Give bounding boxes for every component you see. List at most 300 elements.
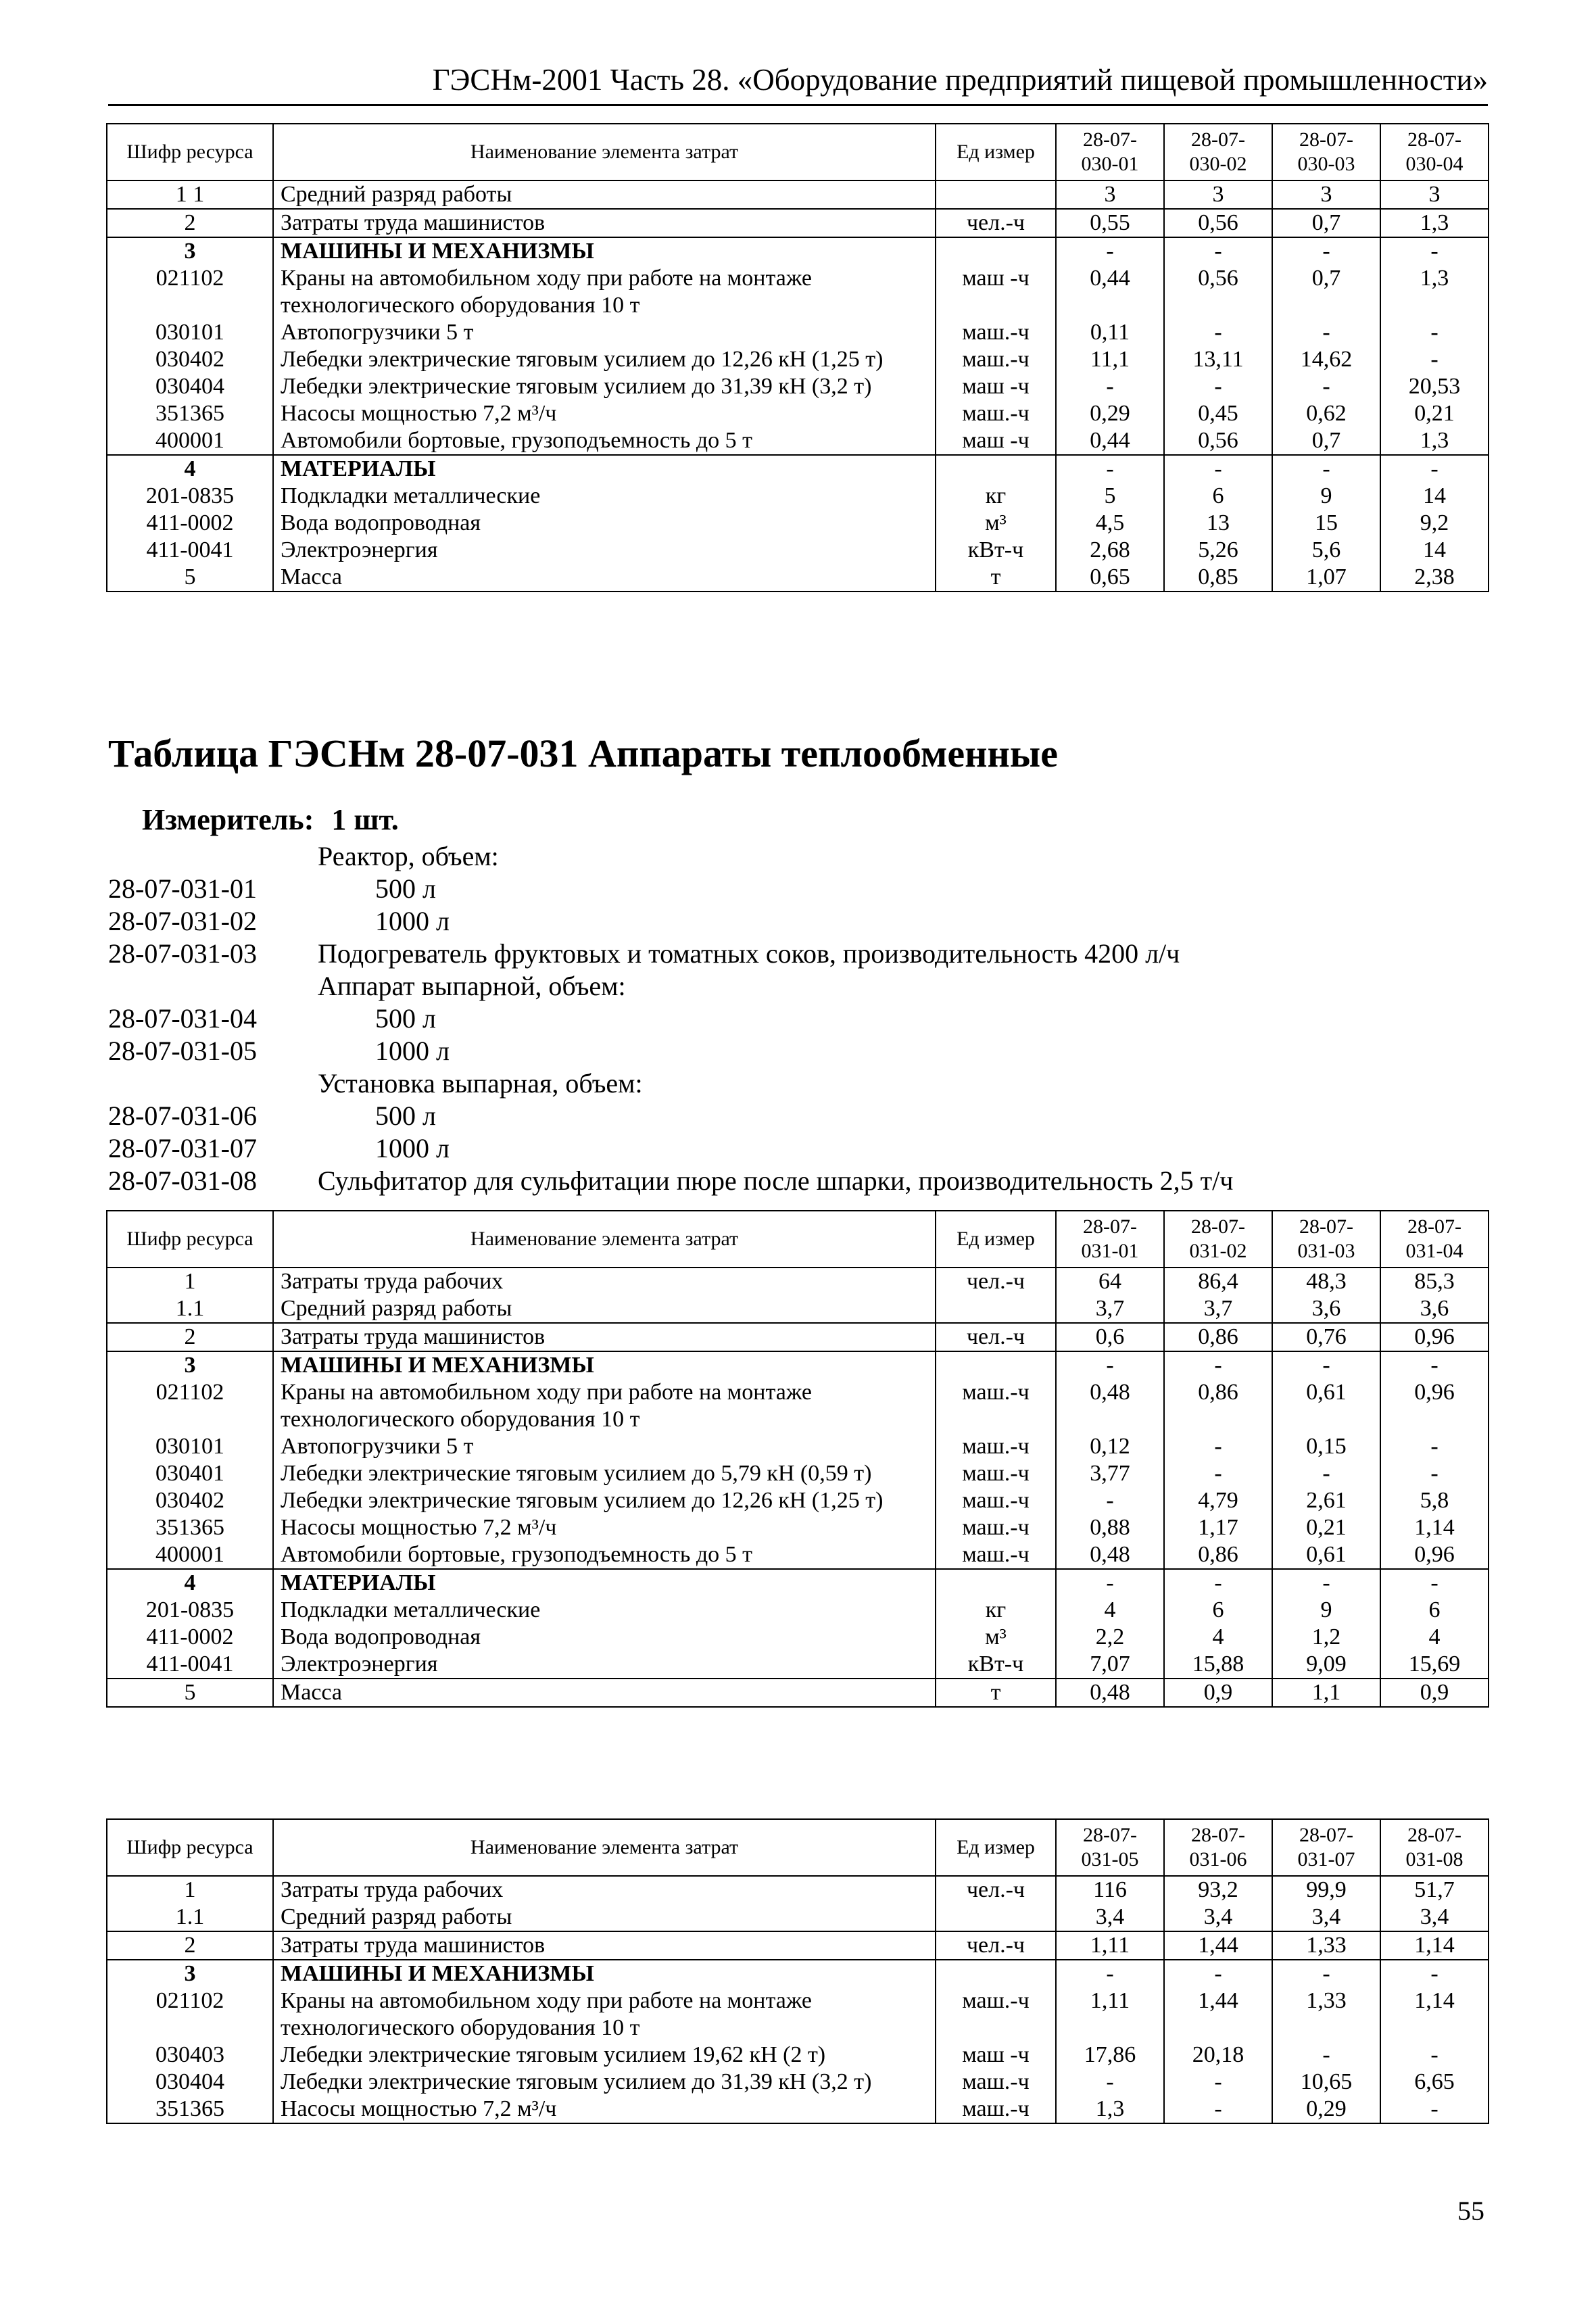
unit-cell: маш.-ч	[936, 319, 1056, 346]
table-row	[107, 1295, 1489, 1323]
header-norm-code: 28-07- 030-01	[1056, 124, 1164, 180]
cost-element-name: Лебедки электрические тяговым усилием до 31,39 кН (3,2 т)	[273, 373, 936, 400]
value-cell: -	[1272, 455, 1380, 483]
value-cell: -	[1380, 319, 1489, 346]
table-row	[107, 1460, 1489, 1487]
unit-cell: маш.-ч	[936, 400, 1056, 427]
value-cell: -	[1056, 455, 1164, 483]
value-cell: -	[1164, 1569, 1272, 1597]
unit-cell: маш.-ч	[936, 1379, 1056, 1433]
table-row	[107, 400, 1489, 427]
value-cell: -	[1272, 1351, 1380, 1379]
value-cell: -	[1380, 2096, 1489, 2123]
variant-row: 28-07-031-06 500 л	[108, 1101, 436, 1131]
unit-cell: кг	[936, 1597, 1056, 1624]
table-row	[107, 1268, 1489, 1295]
table-row	[107, 319, 1489, 346]
value-cell: 0,21	[1380, 400, 1489, 427]
unit-cell: маш -ч	[936, 2042, 1056, 2069]
cost-element-name: МАТЕРИАЛЫ	[273, 1569, 936, 1597]
value-cell: -	[1272, 2042, 1380, 2069]
cost-element-name: Насосы мощностью 7,2 м³/ч	[273, 400, 936, 427]
cost-element-name: Масса	[273, 1679, 936, 1707]
value-cell: 1,14	[1380, 1987, 1489, 2042]
value-cell: 1,14	[1380, 1931, 1489, 1960]
header-norm-code: 28-07- 031-03	[1272, 1211, 1380, 1268]
value-cell: 0,48	[1056, 1379, 1164, 1433]
cost-element-name: Автомобили бортовые, грузоподъемность до 5 т	[273, 427, 936, 455]
meter-line	[142, 803, 416, 837]
cost-element-name: Автопогрузчики 5 т	[273, 1433, 936, 1460]
table-row	[107, 346, 1489, 373]
value-cell: 13	[1164, 510, 1272, 537]
resource-code: 4	[107, 1569, 273, 1597]
value-cell: 9	[1272, 483, 1380, 510]
value-cell: -	[1056, 373, 1164, 400]
table-row	[107, 1904, 1489, 1931]
meter-value: 1 шт.	[331, 803, 399, 836]
resource-code: 021102	[107, 1379, 273, 1433]
value-cell: 1,17	[1164, 1514, 1272, 1541]
value-cell: -	[1164, 1460, 1272, 1487]
table-row	[107, 1569, 1489, 1597]
header-norm-code: 28-07- 030-03	[1272, 124, 1380, 180]
variant-row: 28-07-031-05 1000 л	[108, 1036, 450, 1066]
table-row	[107, 2069, 1489, 2096]
header-unit: Ед измер	[936, 1211, 1056, 1268]
value-cell: 0,7	[1272, 427, 1380, 455]
value-cell: 0,96	[1380, 1323, 1489, 1351]
value-cell: 3	[1164, 180, 1272, 209]
value-cell: 0,86	[1164, 1541, 1272, 1569]
value-cell: 1,14	[1380, 1514, 1489, 1541]
cost-element-name: Подкладки металлические	[273, 1597, 936, 1624]
header-name: Наименование элемента затрат	[273, 1211, 936, 1268]
value-cell: 4	[1164, 1624, 1272, 1651]
unit-cell: кВт-ч	[936, 537, 1056, 564]
cost-element-name: МАШИНЫ И МЕХАНИЗМЫ	[273, 1351, 936, 1379]
value-cell: -	[1164, 455, 1272, 483]
cost-element-name: Затраты труда машинистов	[273, 209, 936, 237]
value-cell: -	[1272, 1569, 1380, 1597]
value-cell: 0,62	[1272, 400, 1380, 427]
table-row	[107, 1351, 1489, 1379]
value-cell: 2,68	[1056, 537, 1164, 564]
unit-cell	[936, 1904, 1056, 1931]
header-norm-code: 28-07- 031-05	[1056, 1819, 1164, 1876]
value-cell: 0,85	[1164, 564, 1272, 592]
cost-element-name: Электроэнергия	[273, 537, 936, 564]
variant-row: Установка выпарная, объем:	[318, 1068, 643, 1099]
resource-code: 5	[107, 564, 273, 592]
unit-cell	[936, 1295, 1056, 1323]
unit-cell: маш -ч	[936, 427, 1056, 455]
table-row	[107, 180, 1489, 209]
value-cell: -	[1164, 319, 1272, 346]
value-cell: 0,44	[1056, 265, 1164, 319]
page-header: ГЭСНм-2001 Часть 28. «Оборудование предприятий пищевой промышленности»	[108, 62, 1488, 106]
unit-cell: маш.-ч	[936, 1514, 1056, 1541]
value-cell: -	[1164, 1351, 1272, 1379]
cost-element-name: Средний разряд работы	[273, 180, 936, 209]
value-cell: -	[1380, 1351, 1489, 1379]
cost-element-name: Лебедки электрические тяговым усилием до 31,39 кН (3,2 т)	[273, 2069, 936, 2096]
value-cell: 85,3	[1380, 1268, 1489, 1295]
value-cell: 48,3	[1272, 1268, 1380, 1295]
cost-element-name: Средний разряд работы	[273, 1295, 936, 1323]
table-title: Таблица ГЭСНм 28-07-031 Аппараты теплообменные	[108, 731, 1058, 775]
value-cell: 6	[1164, 1597, 1272, 1624]
value-cell: 2,61	[1272, 1487, 1380, 1514]
table-row	[107, 2096, 1489, 2123]
value-cell: -	[1272, 1460, 1380, 1487]
cost-element-name: Краны на автомобильном ходу при работе на монтаже технологического оборудования 10 т	[273, 1987, 936, 2042]
value-cell: -	[1272, 1960, 1380, 1987]
unit-cell: м³	[936, 510, 1056, 537]
table-row	[107, 510, 1489, 537]
value-cell: 11,1	[1056, 346, 1164, 373]
variant-row: 28-07-031-04 500 л	[108, 1003, 436, 1034]
unit-cell	[936, 1569, 1056, 1597]
resource-code: 351365	[107, 2096, 273, 2123]
table-row	[107, 1960, 1489, 1987]
value-cell: 0,56	[1164, 427, 1272, 455]
page-number: 55	[1457, 2196, 1484, 2226]
value-cell: -	[1056, 1960, 1164, 1987]
variant-row: Аппарат выпарной, объем:	[318, 971, 626, 1001]
variant-row: 28-07-031-08 Сульфитатор для сульфитации пюре после шпарки, производительность 2,5 т/ч	[108, 1165, 1234, 1196]
resource-code: 030404	[107, 373, 273, 400]
unit-cell: маш.-ч	[936, 1541, 1056, 1569]
value-cell: 3	[1272, 180, 1380, 209]
value-cell: -	[1056, 1351, 1164, 1379]
resource-code: 2	[107, 1323, 273, 1351]
cost-element-name: Масса	[273, 564, 936, 592]
header-unit: Ед измер	[936, 124, 1056, 180]
table-row	[107, 373, 1489, 400]
header-norm-code: 28-07- 031-07	[1272, 1819, 1380, 1876]
value-cell: 2,38	[1380, 564, 1489, 592]
value-cell: 15,88	[1164, 1651, 1272, 1679]
unit-cell: м³	[936, 1624, 1056, 1651]
table-row	[107, 427, 1489, 455]
unit-cell: маш -ч	[936, 373, 1056, 400]
value-cell: 0,7	[1272, 209, 1380, 237]
value-cell: 0,6	[1056, 1323, 1164, 1351]
value-cell: 0,55	[1056, 209, 1164, 237]
value-cell: 1,44	[1164, 1931, 1272, 1960]
value-cell: 0,86	[1164, 1323, 1272, 1351]
value-cell: 1,33	[1272, 1931, 1380, 1960]
value-cell: 0,65	[1056, 564, 1164, 592]
value-cell: 1,3	[1380, 265, 1489, 319]
table-row	[107, 1931, 1489, 1960]
resource-code: 351365	[107, 400, 273, 427]
table-row	[107, 1876, 1489, 1904]
unit-cell: маш -ч	[936, 265, 1056, 319]
value-cell: 1,44	[1164, 1987, 1272, 2042]
value-cell: 14,62	[1272, 346, 1380, 373]
value-cell: 3,7	[1164, 1295, 1272, 1323]
meter-label: Измеритель:	[142, 803, 314, 836]
resource-code: 400001	[107, 1541, 273, 1569]
unit-cell: маш.-ч	[936, 346, 1056, 373]
cost-element-name: Затраты труда рабочих	[273, 1268, 936, 1295]
table-row	[107, 537, 1489, 564]
value-cell: 0,48	[1056, 1541, 1164, 1569]
header-code: Шифр ресурса	[107, 124, 273, 180]
resource-code: 411-0002	[107, 1624, 273, 1651]
value-cell: 0,15	[1272, 1433, 1380, 1460]
value-cell: -	[1380, 2042, 1489, 2069]
value-cell: 4	[1380, 1624, 1489, 1651]
unit-cell: т	[936, 1679, 1056, 1707]
value-cell: 14	[1380, 483, 1489, 510]
table-row	[107, 483, 1489, 510]
value-cell: 1,33	[1272, 1987, 1380, 2042]
variant-row: 28-07-031-03 Подогреватель фруктовых и томатных соков, производительность 4200 л/ч	[108, 938, 1180, 969]
value-cell: 5,26	[1164, 537, 1272, 564]
unit-cell: маш.-ч	[936, 1433, 1056, 1460]
unit-cell: чел.-ч	[936, 1268, 1056, 1295]
value-cell: -	[1380, 1960, 1489, 1987]
value-cell: 0,61	[1272, 1541, 1380, 1569]
table-row	[107, 564, 1489, 592]
header-norm-code: 28-07- 031-06	[1164, 1819, 1272, 1876]
cost-element-name: Средний разряд работы	[273, 1904, 936, 1931]
value-cell: 0,45	[1164, 400, 1272, 427]
cost-element-name: МАШИНЫ И МЕХАНИЗМЫ	[273, 237, 936, 265]
value-cell: -	[1380, 455, 1489, 483]
value-cell: -	[1164, 373, 1272, 400]
value-cell: -	[1272, 373, 1380, 400]
header-code: Шифр ресурса	[107, 1211, 273, 1268]
header-unit: Ед измер	[936, 1819, 1056, 1876]
value-cell: 3,7	[1056, 1295, 1164, 1323]
value-cell: 0,56	[1164, 209, 1272, 237]
value-cell: 20,18	[1164, 2042, 1272, 2069]
header-norm-code: 28-07- 031-02	[1164, 1211, 1272, 1268]
cost-element-name: Автомобили бортовые, грузоподъемность до 5 т	[273, 1541, 936, 1569]
value-cell: 0,56	[1164, 265, 1272, 319]
unit-cell: маш.-ч	[936, 1460, 1056, 1487]
unit-cell	[936, 1960, 1056, 1987]
table-row	[107, 237, 1489, 265]
value-cell: 6	[1380, 1597, 1489, 1624]
variant-row: 28-07-031-07 1000 л	[108, 1133, 450, 1163]
value-cell: 86,4	[1164, 1268, 1272, 1295]
value-cell: 9,2	[1380, 510, 1489, 537]
value-cell: 0,29	[1272, 2096, 1380, 2123]
value-cell: 3,4	[1272, 1904, 1380, 1931]
header-norm-code: 28-07- 031-08	[1380, 1819, 1489, 1876]
cost-element-name: Краны на автомобильном ходу при работе на монтаже технологического оборудования 10 т	[273, 265, 936, 319]
variant-row: Реактор, объем:	[318, 841, 499, 871]
cost-element-name: Насосы мощностью 7,2 м³/ч	[273, 1514, 936, 1541]
value-cell: 51,7	[1380, 1876, 1489, 1904]
cost-element-name: Автопогрузчики 5 т	[273, 319, 936, 346]
value-cell: 3,4	[1164, 1904, 1272, 1931]
value-cell: -	[1164, 237, 1272, 265]
unit-cell	[936, 180, 1056, 209]
header-norm-code: 28-07- 030-04	[1380, 124, 1489, 180]
value-cell: 6	[1164, 483, 1272, 510]
value-cell: 4,79	[1164, 1487, 1272, 1514]
value-cell: 3,4	[1056, 1904, 1164, 1931]
value-cell: 0,61	[1272, 1379, 1380, 1433]
value-cell: 0,29	[1056, 400, 1164, 427]
value-cell: 7,07	[1056, 1651, 1164, 1679]
table-row	[107, 1987, 1489, 2042]
value-cell: -	[1272, 319, 1380, 346]
cost-element-name: Краны на автомобильном ходу при работе на монтаже технологического оборудования 10 т	[273, 1379, 936, 1433]
cost-element-name: Лебедки электрические тяговым усилием до 12,26 кН (1,25 т)	[273, 1487, 936, 1514]
value-cell: 93,2	[1164, 1876, 1272, 1904]
value-cell: 5,8	[1380, 1487, 1489, 1514]
header-norm-code: 28-07- 030-02	[1164, 124, 1272, 180]
value-cell: 20,53	[1380, 373, 1489, 400]
value-cell: -	[1380, 346, 1489, 373]
value-cell: -	[1164, 1960, 1272, 1987]
norm-table-031-b	[106, 1818, 1489, 2124]
unit-cell: чел.-ч	[936, 1323, 1056, 1351]
value-cell: 3,77	[1056, 1460, 1164, 1487]
value-cell: -	[1380, 1569, 1489, 1597]
resource-code: 5	[107, 1679, 273, 1707]
cost-element-name: Лебедки электрические тяговым усилием до 12,26 кН (1,25 т)	[273, 346, 936, 373]
resource-code: 201-0835	[107, 1597, 273, 1624]
value-cell: 3,6	[1380, 1295, 1489, 1323]
resource-code: 1	[107, 1268, 273, 1295]
value-cell: -	[1056, 1569, 1164, 1597]
resource-code: 351365	[107, 1514, 273, 1541]
resource-code: 030404	[107, 2069, 273, 2096]
resource-code: 1 1	[107, 180, 273, 209]
value-cell: 4	[1056, 1597, 1164, 1624]
resource-code: 030401	[107, 1460, 273, 1487]
unit-cell: чел.-ч	[936, 1931, 1056, 1960]
resource-code: 2	[107, 1931, 273, 1960]
value-cell: 0,44	[1056, 427, 1164, 455]
value-cell: 3,6	[1272, 1295, 1380, 1323]
value-cell: 10,65	[1272, 2069, 1380, 2096]
resource-code: 030101	[107, 319, 273, 346]
unit-cell: маш.-ч	[936, 1487, 1056, 1514]
cost-element-name: Затраты труда рабочих	[273, 1876, 936, 1904]
table-row	[107, 1597, 1489, 1624]
value-cell: 5,6	[1272, 537, 1380, 564]
table-row	[107, 2042, 1489, 2069]
resource-code: 1.1	[107, 1295, 273, 1323]
value-cell: 64	[1056, 1268, 1164, 1295]
resource-code: 3	[107, 237, 273, 265]
unit-cell: кВт-ч	[936, 1651, 1056, 1679]
cost-element-name: Лебедки электрические тяговым усилием до 5,79 кН (0,59 т)	[273, 1460, 936, 1487]
table-row	[107, 1514, 1489, 1541]
table-row	[107, 265, 1489, 319]
value-cell: -	[1380, 1433, 1489, 1460]
value-cell: 0,76	[1272, 1323, 1380, 1351]
value-cell: 0,7	[1272, 265, 1380, 319]
unit-cell: чел.-ч	[936, 1876, 1056, 1904]
unit-cell: маш.-ч	[936, 1987, 1056, 2042]
value-cell: 17,86	[1056, 2042, 1164, 2069]
unit-cell: чел.-ч	[936, 209, 1056, 237]
value-cell: 15,69	[1380, 1651, 1489, 1679]
value-cell: 15	[1272, 510, 1380, 537]
value-cell: 3	[1056, 180, 1164, 209]
value-cell: -	[1164, 1433, 1272, 1460]
table-row	[107, 209, 1489, 237]
value-cell: 0,48	[1056, 1679, 1164, 1707]
value-cell: 1,1	[1272, 1679, 1380, 1707]
unit-cell: т	[936, 564, 1056, 592]
table-row	[107, 1433, 1489, 1460]
value-cell: -	[1164, 2069, 1272, 2096]
value-cell: 0,96	[1380, 1541, 1489, 1569]
value-cell: -	[1056, 2069, 1164, 2096]
unit-cell	[936, 237, 1056, 265]
resource-code: 030101	[107, 1433, 273, 1460]
resource-code: 3	[107, 1351, 273, 1379]
value-cell: 3	[1380, 180, 1489, 209]
value-cell: 0,96	[1380, 1379, 1489, 1433]
resource-code: 411-0041	[107, 537, 273, 564]
value-cell: 0,11	[1056, 319, 1164, 346]
value-cell: 14	[1380, 537, 1489, 564]
value-cell: -	[1056, 1487, 1164, 1514]
unit-cell: маш.-ч	[936, 2069, 1056, 2096]
table-row	[107, 455, 1489, 483]
value-cell: -	[1164, 2096, 1272, 2123]
norm-table-030	[106, 123, 1489, 592]
value-cell: 3,4	[1380, 1904, 1489, 1931]
resource-code: 201-0835	[107, 483, 273, 510]
header-norm-code: 28-07- 031-01	[1056, 1211, 1164, 1268]
value-cell: 116	[1056, 1876, 1164, 1904]
value-cell: 9	[1272, 1597, 1380, 1624]
cost-element-name: Электроэнергия	[273, 1651, 936, 1679]
value-cell: 1,3	[1380, 427, 1489, 455]
header-name: Наименование элемента затрат	[273, 1819, 936, 1876]
table-row	[107, 1651, 1489, 1679]
cost-element-name: Затраты труда машинистов	[273, 1931, 936, 1960]
header-norm-code: 28-07- 031-04	[1380, 1211, 1489, 1268]
value-cell: 0,88	[1056, 1514, 1164, 1541]
resource-code: 030402	[107, 1487, 273, 1514]
value-cell: 99,9	[1272, 1876, 1380, 1904]
value-cell: 4,5	[1056, 510, 1164, 537]
resource-code: 1.1	[107, 1904, 273, 1931]
value-cell: 0,86	[1164, 1379, 1272, 1433]
header-name: Наименование элемента затрат	[273, 124, 936, 180]
cost-element-name: Вода водопроводная	[273, 510, 936, 537]
resource-code: 400001	[107, 427, 273, 455]
cost-element-name: МАТЕРИАЛЫ	[273, 455, 936, 483]
cost-element-name: Подкладки металлические	[273, 483, 936, 510]
resource-code: 2	[107, 209, 273, 237]
value-cell: 1,3	[1056, 2096, 1164, 2123]
resource-code: 021102	[107, 265, 273, 319]
value-cell: 0,12	[1056, 1433, 1164, 1460]
table-row	[107, 1487, 1489, 1514]
value-cell: 1,2	[1272, 1624, 1380, 1651]
value-cell: 0,9	[1164, 1679, 1272, 1707]
value-cell: -	[1272, 237, 1380, 265]
value-cell: 1,07	[1272, 564, 1380, 592]
table-row	[107, 1379, 1489, 1433]
table-row	[107, 1624, 1489, 1651]
